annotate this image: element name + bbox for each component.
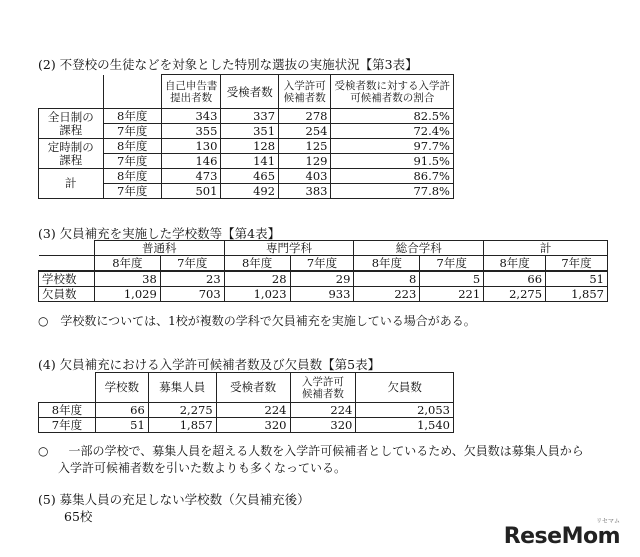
data-cell: 933 bbox=[290, 287, 354, 302]
year-header: 8年度 bbox=[354, 256, 420, 272]
row-label: 欠員数 bbox=[39, 287, 95, 302]
year-label: 8年度 bbox=[103, 139, 161, 154]
data-cell: 29 bbox=[290, 271, 354, 287]
data-cell: 465 bbox=[221, 169, 279, 184]
year-header: 8年度 bbox=[94, 256, 160, 272]
note-line-1: 一部の学校で、募集人員を超える人数を入学許可候補者としているため、欠員数は募集人員から bbox=[68, 444, 584, 458]
data-cell: 129 bbox=[279, 154, 331, 169]
row-label: 8年度 bbox=[39, 403, 96, 418]
data-cell: 223 bbox=[354, 287, 420, 302]
data-cell: 91.5% bbox=[331, 154, 454, 169]
group-header: 専門学科 bbox=[224, 241, 354, 256]
group-label-line: 定時制の bbox=[47, 139, 94, 154]
section-4-note bbox=[38, 443, 584, 477]
table-row bbox=[39, 169, 454, 184]
data-cell: 82.5% bbox=[331, 109, 454, 124]
year-header: 7年度 bbox=[546, 256, 608, 272]
group-label-line: 全日制の bbox=[47, 109, 94, 124]
row-group-label bbox=[39, 169, 104, 199]
section-3-note bbox=[38, 313, 476, 330]
table-row bbox=[39, 287, 608, 302]
group-header: 計 bbox=[484, 241, 608, 256]
column-header: 欠員数 bbox=[356, 373, 454, 403]
year-header: 7年度 bbox=[420, 256, 484, 272]
data-cell: 355 bbox=[161, 124, 221, 139]
corner-cell bbox=[39, 241, 95, 256]
header-line: 入学許可 bbox=[301, 375, 344, 388]
row-group-label bbox=[39, 139, 104, 169]
data-cell: 66 bbox=[95, 403, 148, 418]
resemom-logo: ReseMom リセマム bbox=[503, 518, 620, 549]
column-header: 募集人員 bbox=[148, 373, 216, 403]
year-header: 7年度 bbox=[160, 256, 224, 272]
table-3 bbox=[38, 74, 454, 199]
section-5-value: 65校 bbox=[64, 509, 93, 524]
data-cell: 146 bbox=[161, 154, 221, 169]
data-cell: 5 bbox=[420, 271, 484, 287]
data-cell: 130 bbox=[161, 139, 221, 154]
data-cell: 38 bbox=[94, 271, 160, 287]
corner-cell bbox=[39, 256, 95, 272]
data-cell: 51 bbox=[546, 271, 608, 287]
data-cell: 66 bbox=[484, 271, 546, 287]
header-self-report: 自己申告書 提出者数 bbox=[161, 75, 221, 109]
year-label: 8年度 bbox=[103, 169, 161, 184]
corner-cell bbox=[39, 373, 96, 403]
note-bullet: ○ bbox=[38, 314, 49, 328]
table-4 bbox=[38, 240, 608, 302]
data-cell: 320 bbox=[216, 418, 290, 433]
group-header: 総合学科 bbox=[354, 241, 484, 256]
table-5 bbox=[38, 372, 454, 433]
header-line: 候補者数 bbox=[301, 387, 344, 400]
year-label: 7年度 bbox=[103, 154, 161, 169]
column-header: 学校数 bbox=[95, 373, 148, 403]
row-group-label bbox=[39, 109, 104, 139]
data-cell: 351 bbox=[221, 124, 279, 139]
data-cell: 343 bbox=[161, 109, 221, 124]
note-text: 学校数については、1校が複数の学科で欠員補充を実施している場合がある。 bbox=[60, 314, 476, 328]
data-cell: 1,029 bbox=[94, 287, 160, 302]
data-cell: 320 bbox=[290, 418, 356, 433]
data-cell: 128 bbox=[221, 139, 279, 154]
data-cell: 1,023 bbox=[224, 287, 290, 302]
header-examinees: 受検者数 bbox=[221, 75, 279, 109]
table-row bbox=[39, 271, 608, 287]
data-cell: 1,857 bbox=[546, 287, 608, 302]
data-cell: 2,275 bbox=[484, 287, 546, 302]
header-admitted: 入学許可 候補者数 bbox=[279, 75, 331, 109]
data-cell: 23 bbox=[160, 271, 224, 287]
group-header: 普通科 bbox=[94, 241, 224, 256]
data-cell: 2,275 bbox=[148, 403, 216, 418]
group-label-line: 課程 bbox=[59, 122, 83, 137]
data-cell: 703 bbox=[160, 287, 224, 302]
column-header: 受検者数 bbox=[216, 373, 290, 403]
data-cell: 492 bbox=[221, 184, 279, 199]
year-label: 7年度 bbox=[103, 184, 161, 199]
data-cell: 278 bbox=[279, 109, 331, 124]
section-3-title: (3) 欠員補充を実施した学校数等【第4表】 bbox=[38, 226, 281, 241]
data-cell: 97.7% bbox=[331, 139, 454, 154]
table-row bbox=[39, 109, 454, 124]
note-line-2: 入学許可候補者数を引いた数よりも多くなっている。 bbox=[58, 461, 347, 475]
data-cell: 501 bbox=[161, 184, 221, 199]
year-header: 7年度 bbox=[290, 256, 354, 272]
data-cell: 125 bbox=[279, 139, 331, 154]
data-cell: 1,540 bbox=[356, 418, 454, 433]
row-label: 7年度 bbox=[39, 418, 96, 433]
table-row bbox=[39, 403, 454, 418]
header-row bbox=[39, 241, 608, 256]
data-cell: 224 bbox=[216, 403, 290, 418]
data-cell: 8 bbox=[354, 271, 420, 287]
data-cell: 28 bbox=[224, 271, 290, 287]
header-row bbox=[39, 373, 454, 403]
year-label: 7年度 bbox=[103, 124, 161, 139]
column-header bbox=[290, 373, 356, 403]
note-bullet: ○ bbox=[38, 444, 49, 458]
data-cell: 337 bbox=[221, 109, 279, 124]
group-label-line: 課程 bbox=[59, 152, 83, 167]
header-ratio: 受検者数に対する入学許 可候補者数の割合 bbox=[331, 75, 454, 109]
data-cell: 2,053 bbox=[356, 403, 454, 418]
data-cell: 77.8% bbox=[331, 184, 454, 199]
data-cell: 51 bbox=[95, 418, 148, 433]
data-cell: 141 bbox=[221, 154, 279, 169]
table-row bbox=[39, 139, 454, 154]
section-5-title: (5) 募集人員の充足しない学校数（欠員補充後） bbox=[38, 492, 310, 507]
row-label: 学校数 bbox=[39, 271, 95, 287]
section-4-title: (4) 欠員補充における入学許可候補者数及び欠員数【第5表】 bbox=[38, 357, 381, 372]
data-cell: 383 bbox=[279, 184, 331, 199]
year-header: 8年度 bbox=[224, 256, 290, 272]
data-cell: 86.7% bbox=[331, 169, 454, 184]
year-header: 8年度 bbox=[484, 256, 546, 272]
data-cell: 473 bbox=[161, 169, 221, 184]
section-2-title: (2) 不登校の生徒などを対象とした特別な選抜の実施状況【第3表】 bbox=[38, 57, 418, 72]
data-cell: 254 bbox=[279, 124, 331, 139]
data-cell: 403 bbox=[279, 169, 331, 184]
data-cell: 221 bbox=[420, 287, 484, 302]
header-row bbox=[39, 256, 608, 272]
data-cell: 224 bbox=[290, 403, 356, 418]
data-cell: 1,857 bbox=[148, 418, 216, 433]
data-cell: 72.4% bbox=[331, 124, 454, 139]
year-label: 8年度 bbox=[103, 109, 161, 124]
table-row bbox=[39, 418, 454, 433]
group-label-line: 計 bbox=[65, 176, 77, 190]
